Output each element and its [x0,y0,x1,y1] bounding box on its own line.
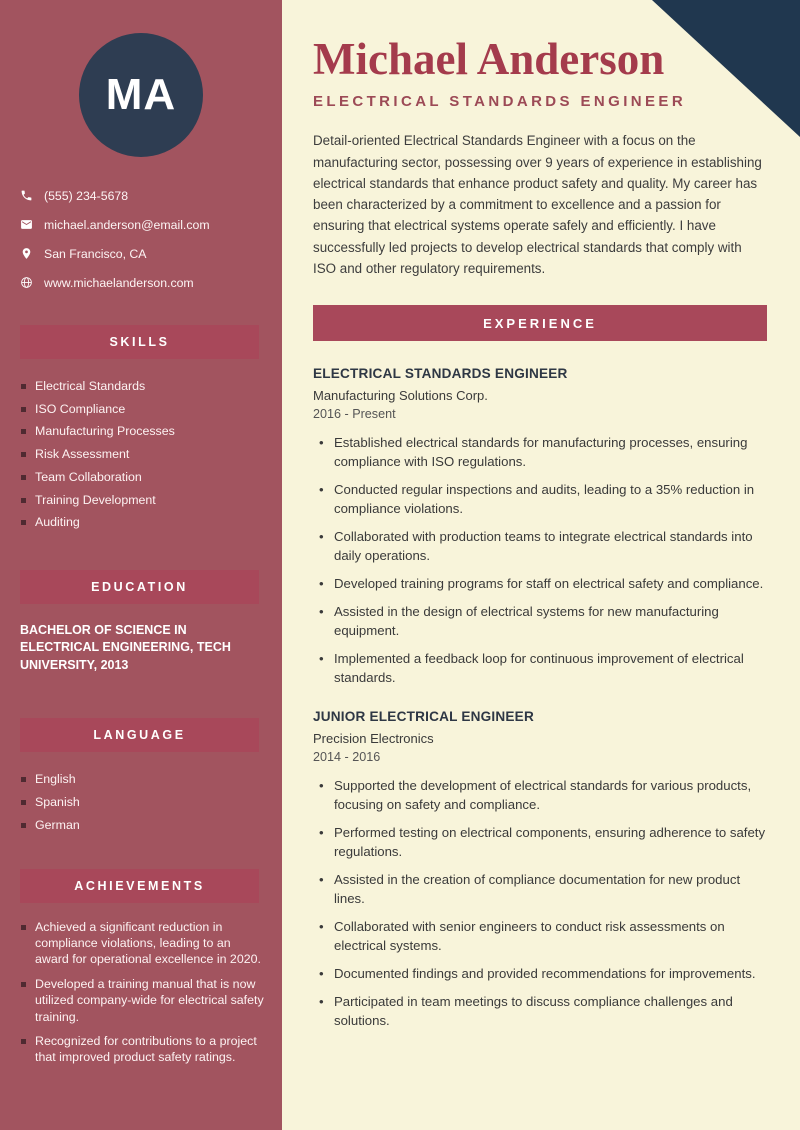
job-bullet-list [313,433,767,687]
skill-label: Auditing [35,515,80,530]
contact-row-location [20,239,264,268]
job-bullet-text: Established electrical standards for manufacturing processes, ensuring compliance with ISO regulations. [334,435,748,470]
skill-item [20,443,264,466]
avatar-initials: MA [105,70,177,119]
job-bullet [319,574,767,593]
experience-entry [313,709,767,1030]
language-item [20,791,264,814]
contact-row-website [20,268,264,297]
achievements-header [20,869,259,903]
job-bullet [319,992,767,1030]
education-text: BACHELOR OF SCIENCE IN ELECTRICAL ENGINEERING, TECH UNIVERSITY, 2013 [20,622,231,672]
job-bullet [319,433,767,471]
language-label: English [35,772,76,787]
skills-title: SKILLS [109,335,170,349]
location-text: San Francisco, CA [44,246,147,261]
website-url: www.michaelanderson.com [44,275,194,290]
achievement-text: Achieved a significant reduction in compliance violations, leading to an award for operational excellence in 2020. [35,919,261,967]
job-dates: 2016 - Present [313,407,396,422]
job-bullet [319,964,767,983]
job-bullet-text: Participated in team meetings to discuss compliance challenges and solutions. [334,994,733,1029]
language-title: LANGUAGE [93,728,186,743]
experience-entry [313,366,767,687]
achievement-text: Recognized for contributions to a project that improved product safety ratings. [35,1033,257,1065]
job-bullet [319,649,767,687]
job-bullet-text: Developed training programs for staff on electrical safety and compliance. [334,576,764,592]
skills-list [20,375,264,534]
job-title: ELECTRICAL STANDARDS ENGINEER [313,366,568,382]
email-icon [20,218,33,231]
achievement-item [20,919,264,968]
job-bullet [319,823,767,861]
job-bullet-text: Documented findings and provided recommendations for improvements. [334,966,756,982]
phone-icon [20,189,33,202]
contact-row-phone [20,181,264,210]
language-item [20,814,264,837]
job-bullet-text: Performed testing on electrical components, ensuring adherence to safety regulations. [334,825,766,860]
skill-item [20,511,264,534]
job-bullet [319,776,767,814]
language-header [20,718,259,752]
job-bullet-text: Supported the development of electrical standards for various products, focusing on safety and compliance. [334,778,752,813]
globe-icon [20,276,33,289]
language-label: Spanish [35,795,80,810]
skill-item [20,420,264,443]
achievement-item [20,976,264,1025]
job-bullet-text: Implemented a feedback loop for continuous improvement of electrical standards. [334,651,744,686]
job-bullet [319,870,767,908]
email-address: michael.anderson@email.com [44,217,210,232]
education-header [20,570,259,604]
page-title: Michael Anderson [313,34,665,84]
language-item [20,768,264,791]
skill-item [20,375,264,398]
job-bullet [319,602,767,640]
summary-paragraph: Detail-oriented Electrical Standards Engineer with a focus on the manufacturing sector, possessing over 9 years of experience in establishing electrical standards that enhance product safety and quality. My career has been characterized by a commitment to excellence and a passion for ensuring that electrical systems operate safely and efficiently. I have successfully led projects to develop electrical standards that comply with ISO and other regulatory requirements. [313,133,762,277]
achievement-item [20,1033,264,1066]
language-list [20,768,264,836]
skill-label: Manufacturing Processes [35,424,175,439]
job-bullet-text: Conducted regular inspections and audits, leading to a 35% reduction in compliance violations. [334,482,755,517]
avatar [79,33,203,157]
main-content [282,0,800,1130]
skill-label: ISO Compliance [35,401,126,416]
education-title: EDUCATION [91,579,188,594]
experience-header [313,305,767,341]
sidebar [0,0,282,1130]
skill-label: Training Development [35,492,156,507]
contact-row-email [20,210,264,239]
job-company: Manufacturing Solutions Corp. [313,388,488,404]
job-bullet-text: Assisted in the creation of compliance documentation for new product lines. [334,872,741,907]
achievements-title: ACHIEVEMENTS [74,878,205,893]
achievement-text: Developed a training manual that is now utilized company-wide for electrical safety training. [35,976,264,1024]
skill-label: Electrical Standards [35,379,146,393]
contact-section [20,181,264,297]
job-bullet-text: Assisted in the design of electrical systems for new manufacturing equipment. [334,604,719,639]
job-role-subtitle: ELECTRICAL STANDARDS ENGINEER [313,93,687,111]
achievements-list [20,919,264,1066]
phone-number: (555) 234-5678 [44,188,129,203]
job-dates: 2014 - 2016 [313,750,381,765]
experience-title: EXPERIENCE [483,315,597,331]
job-bullet [319,480,767,518]
location-icon [20,247,33,260]
job-company: Precision Electronics [313,731,434,747]
skill-label: Risk Assessment [35,447,130,462]
skill-item [20,466,264,489]
job-bullet-text: Collaborated with production teams to integrate electrical standards into daily operations. [334,529,753,564]
skill-label: Team Collaboration [35,469,142,484]
job-title: JUNIOR ELECTRICAL ENGINEER [313,709,534,725]
skill-item [20,398,264,421]
job-bullet-text: Collaborated with senior engineers to conduct risk assessments on electrical systems. [334,919,725,954]
skill-item [20,489,264,512]
job-bullet-list [313,776,767,1030]
language-label: German [35,817,80,832]
job-bullet [319,917,767,955]
skills-header [20,325,259,359]
job-bullet [319,527,767,565]
